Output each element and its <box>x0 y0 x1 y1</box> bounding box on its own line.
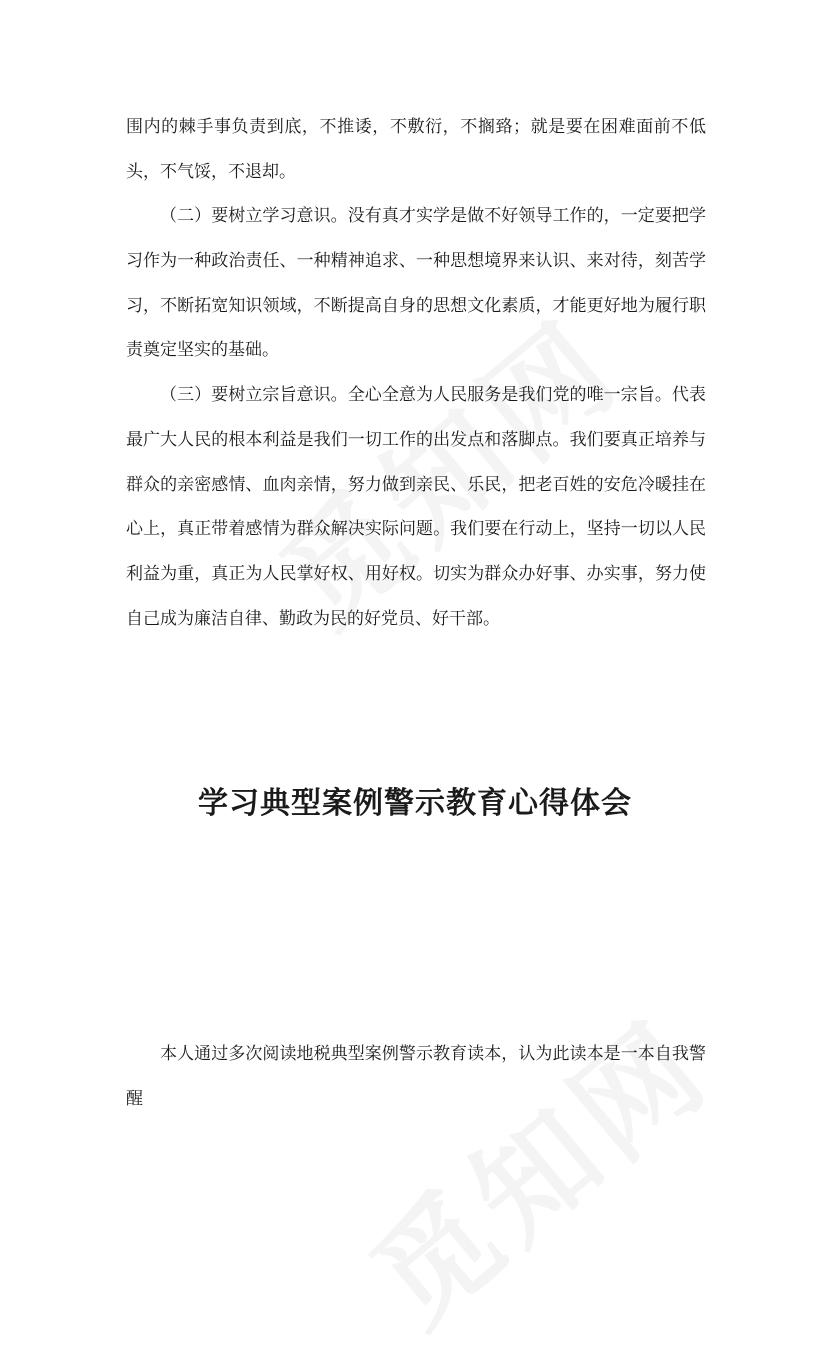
body-paragraph: （三）要树立宗旨意识。全心全意为人民服务是我们党的唯一宗旨。代表最广大人民的根本利益是我们一切工作的出发点和落脚点。我们要真正培养与群众的亲密感情、血肉亲情，努力做到亲民、乐民，把老百姓的安危冷暖挂在心上，真正带着感情为群众解决实际问题。我们要在行动上，坚持一切以人民利益为重，真正为人民掌好权、用好权。切实为群众办好事、办实事，努力使自己成为廉洁自律、勤政为民的好党员、好干部。 <box>126 385 706 629</box>
body-paragraph: （二）要树立学习意识。没有真才实学是做不好领导工作的，一定要把学习作为一种政治责任、一种精神追求、一种思想境界来认识、来对待，刻苦学习，不断拓宽知识领域，不断提高自身的思想文化素质，才能更好地为履行职责奠定坚实的基础。 <box>126 206 706 361</box>
section-title: 学习典型案例警示教育心得体会 <box>198 786 632 821</box>
body-paragraph: 本人通过多次阅读地税典型案例警示教育读本，认为此读本是一本自我警醒 <box>126 1044 706 1109</box>
body-paragraph: 围内的棘手事负责到底，不推诿，不敷衍，不搁臵；就是要在困难面前不低头，不气馁，不退却。 <box>126 117 706 182</box>
